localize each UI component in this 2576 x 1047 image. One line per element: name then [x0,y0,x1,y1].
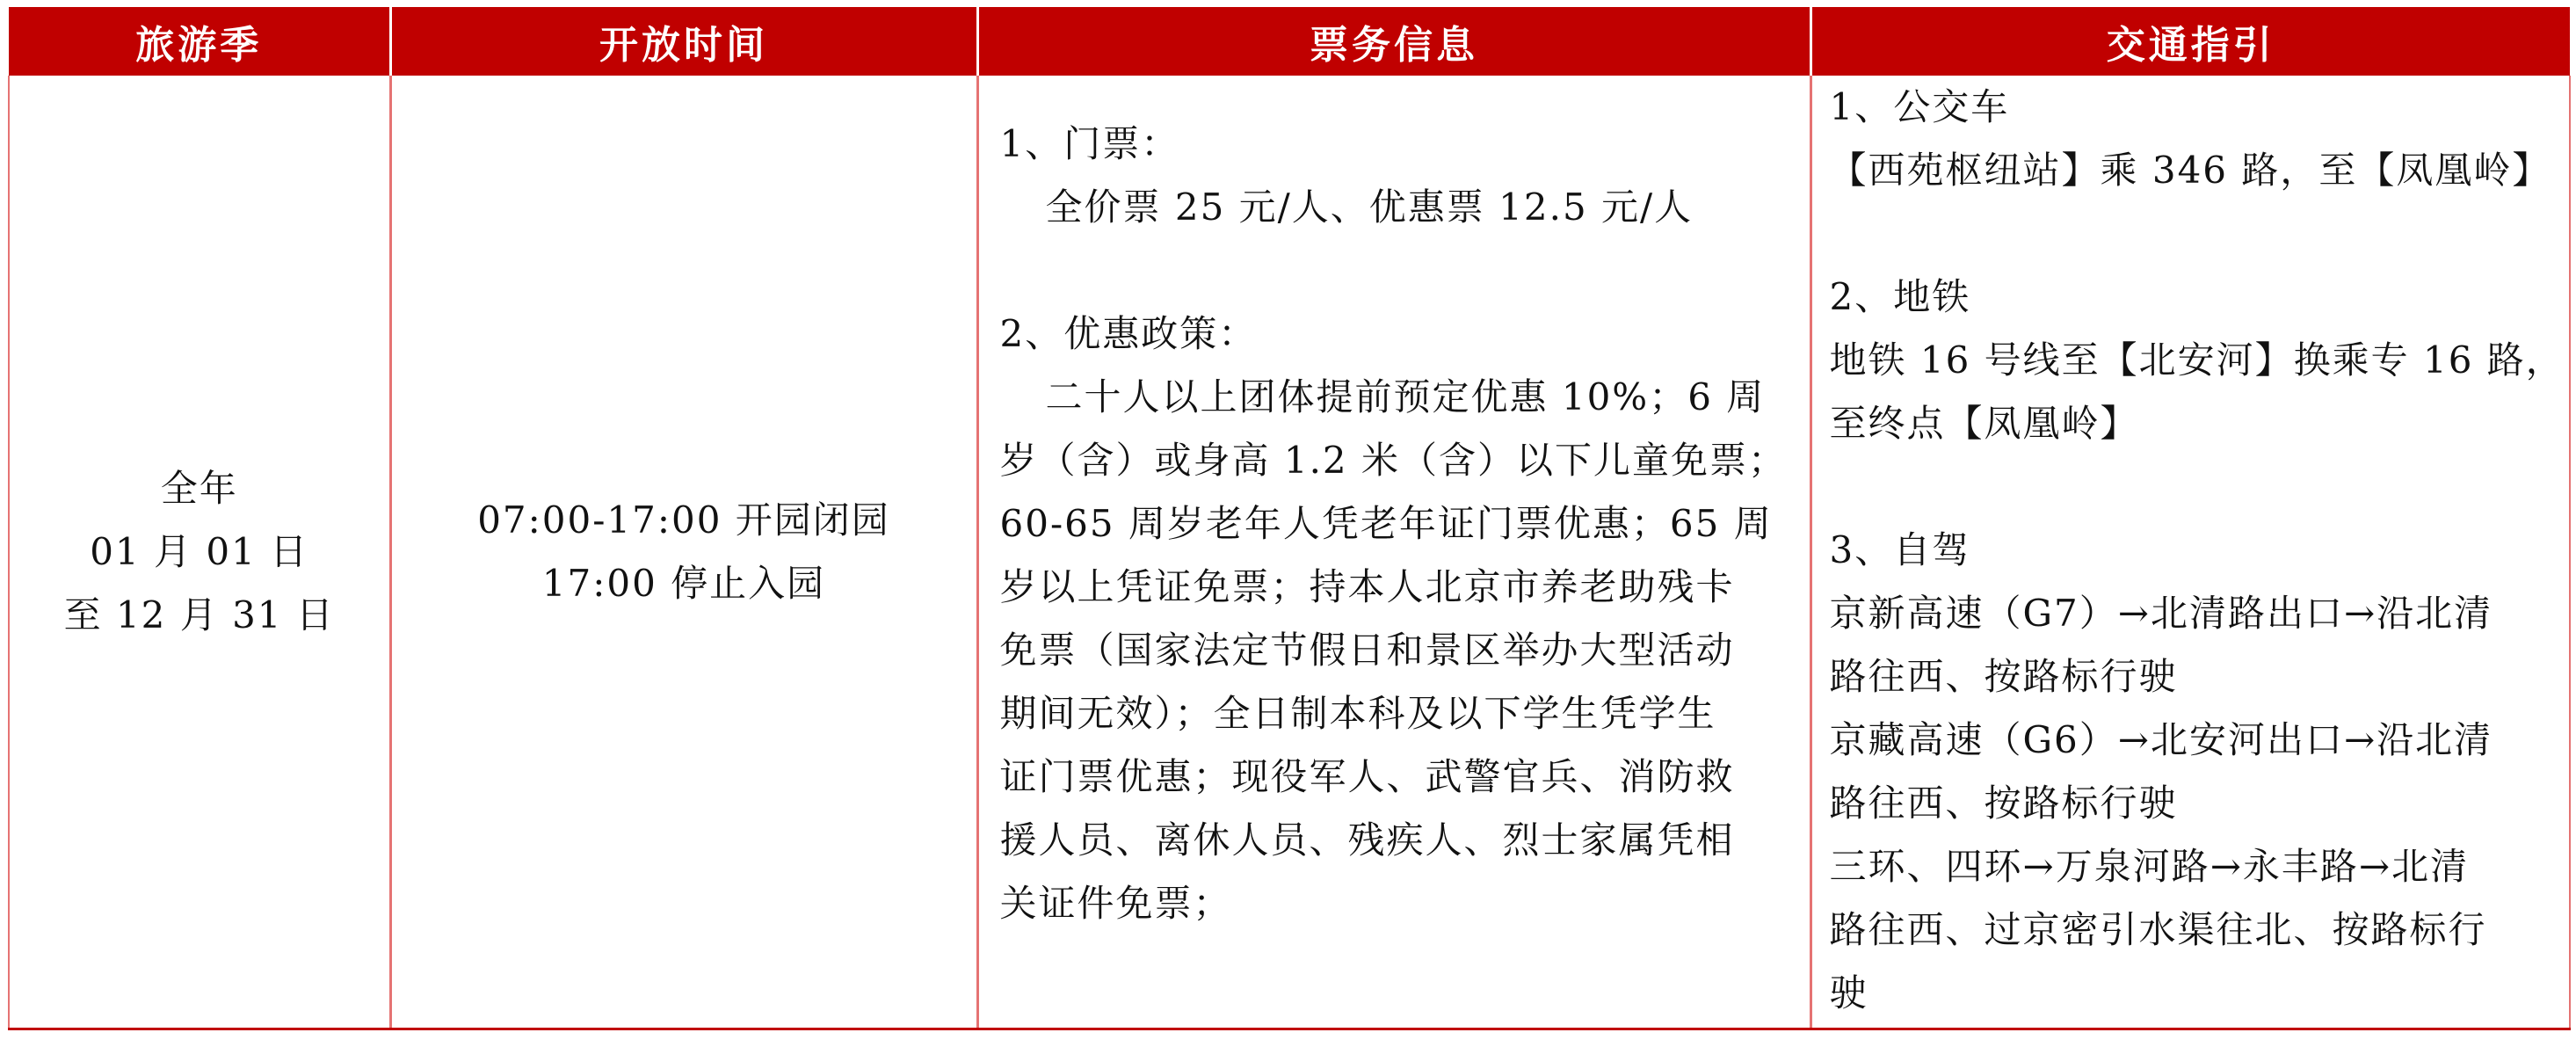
discount-policy-line: 60-65 周岁老年人凭老年证门票优惠；65 周 [999,502,1773,545]
ticket-section-title: 1、门票： [999,122,1180,165]
discount-policy-line: 二十人以上团体提前预定优惠 10%；6 周 [1045,375,1766,418]
header-season: 旅游季 [9,7,390,76]
discount-section-title: 2、优惠政策： [999,312,1258,355]
season-line: 至 12 月 31 日 [63,593,335,636]
traffic-cell [1810,76,2570,1029]
scenic-info-table [8,7,2571,1030]
table-header [9,7,2570,76]
drive-route-line: 驶 [1829,971,1869,1014]
subway-route-line: 至终点【凤凰岭】 [1829,402,2139,445]
drive-route-line: 路往西、按路标行驶 [1829,782,2178,825]
discount-policy-line: 期间无效）；全日制本科及以下学生凭学生 [999,692,1716,735]
drive-route-line: 京藏高速（G6）→北安河出口→沿北清 [1829,718,2493,761]
discount-policy-line: 证门票优惠；现役军人、武警官兵、消防救 [999,755,1735,798]
header-traffic: 交通指引 [1810,7,2570,76]
drive-route-line: 路往西、按路标行驶 [1829,655,2178,698]
discount-policy-line: 关证件免票； [999,882,1232,925]
tickets-cell [977,76,1810,1029]
discount-policy-line: 岁（含）或身高 1.2 米（含）以下儿童免票； [999,439,1787,482]
subway-title: 2、地铁 [1829,275,1971,318]
discount-policy-line: 援人员、离休人员、残疾人、烈士家属凭相 [999,818,1735,862]
ticket-price-text: 全价票 25 元/人、优惠票 12.5 元/人 [1045,185,1694,229]
season-line: 01 月 01 日 [90,529,309,573]
section-spacer [1830,455,2552,519]
discount-policy-line: 岁以上凭证免票；持本人北京市养老助残卡 [999,565,1735,608]
header-tickets: 票务信息 [977,7,1810,76]
drive-title: 3、自驾 [1829,528,1971,571]
bus-title: 1、公交车 [1829,85,2010,128]
table-body [9,76,2570,1029]
hours-line: 17:00 停止入园 [541,561,826,605]
bus-route-text: 【西苑枢纽站】乘 346 路，至【凤凰岭】 [1829,149,2551,192]
hours-line: 07:00-17:00 开园闭园 [477,498,890,542]
drive-route-line: 京新高速（G7）→北清路出口→沿北清 [1829,592,2493,635]
table-row [9,76,2570,1029]
header-row [9,7,2570,76]
section-spacer [1000,239,1789,302]
drive-route-line: 路往西、过京密引水渠往北、按路标行 [1829,908,2487,951]
discount-policy-line: 免票（国家法定节假日和景区举办大型活动 [999,629,1735,672]
drive-route-line: 三环、四环→万泉河路→永丰路→北清 [1829,845,2470,888]
header-hours: 开放时间 [390,7,977,76]
hours-cell [390,76,977,1029]
section-spacer [1830,202,2552,265]
season-cell [9,76,390,1029]
season-line: 全年 [160,466,238,510]
subway-route-line: 地铁 16 号线至【北安河】换乘专 16 路， [1829,338,2565,382]
